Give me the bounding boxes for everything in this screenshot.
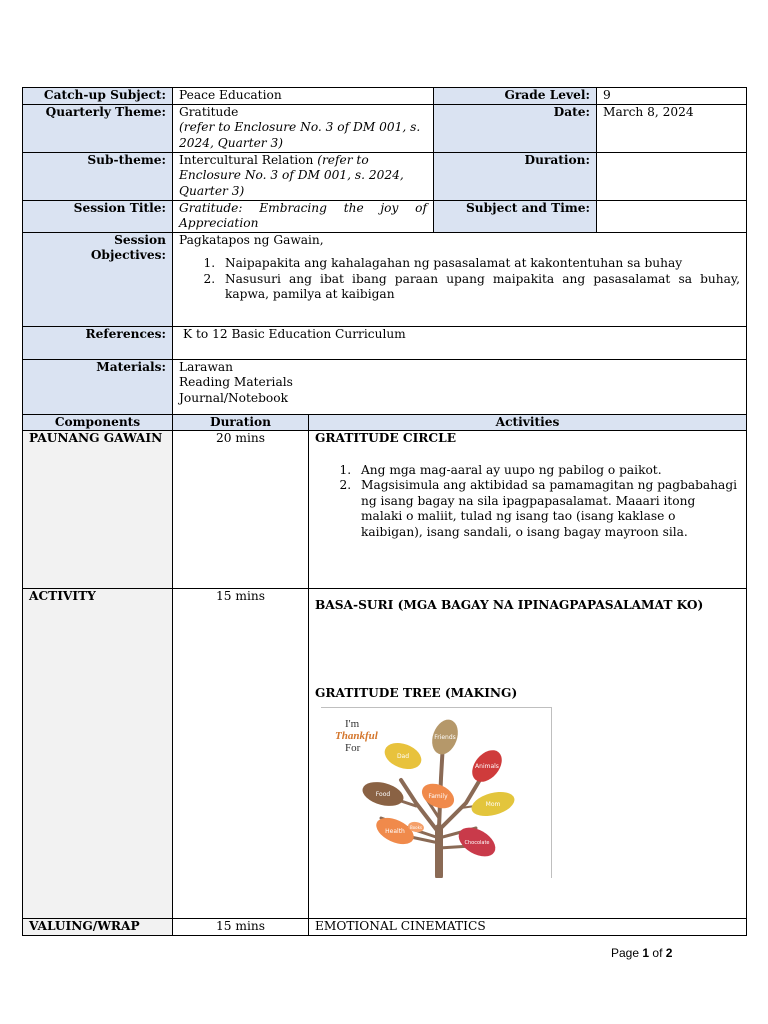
date-value: March 8, 2024 (597, 104, 747, 152)
session-title-label: Session Title: (23, 200, 173, 232)
page-total: 2 (665, 946, 673, 960)
svg-text:Mom: Mom (485, 801, 501, 808)
svg-text:Animals: Animals (475, 763, 499, 770)
page-word: Page (611, 946, 640, 960)
svg-text:Friends: Friends (434, 734, 456, 741)
session-title-value: Gratitude: Embracing the joy of Appreciation (173, 200, 434, 232)
leaf-animals (466, 744, 508, 787)
leaf-health (372, 813, 418, 850)
activity-step: 1. Ang mga mag-aaral ay uupo ng pabilog o paikot. (355, 463, 740, 479)
subject-time-value (597, 200, 747, 232)
leaf-friends (428, 716, 463, 758)
sub-theme-value: Intercultural Relation (179, 152, 314, 167)
quarterly-theme-label: Quarterly Theme: (23, 104, 173, 152)
objectives-label-line2: Objectives: (90, 248, 166, 262)
component-valuing-wrap: VALUING/WRAP (23, 919, 173, 936)
page-current: 1 (642, 946, 650, 960)
page-of-word: of (652, 946, 663, 960)
quarterly-theme-reference: (refer to Enclosure No. 3 of DM 001, s. 2024, Quarter 3) (179, 120, 421, 150)
objective-item: 2. Nasusuri ang ibat ibang paraan upang maipakita ang pasasalamat sa buhay, kapwa, pamilya at kaibigan (219, 272, 740, 303)
activities-header: Activities (309, 414, 747, 431)
svg-text:Health: Health (385, 828, 405, 835)
activity-title-basa-suri: BASA-SURI (MGA BAGAY NA IPINAGPAPASALAMAT KO) (315, 598, 704, 612)
duration-activity: 15 mins (173, 589, 309, 919)
svg-text:Food: Food (375, 791, 391, 798)
objective-item: 1. Naipapakita ang kahalagahan ng pasasalamat at kakontentuhan sa buhay (219, 256, 740, 272)
duration-header: Duration (173, 414, 309, 431)
grade-level-value: 9 (597, 88, 747, 105)
objectives-list (179, 256, 740, 303)
image-caption-for: For (345, 742, 361, 754)
activity-step: 2. Magsisimula ang aktibidad sa pamamagitan ng pagbabahagi ng isang bagay na sila ipagpapasalamat. Maaari itong malaki o maliit, tulad ng isang tao (isang kaklase o kaibigan), isang sandali, o isang bagay mayroon sila. (355, 478, 740, 540)
component-paunang-gawain: PAUNANG GAWAIN (23, 431, 173, 589)
session-objectives-cell (173, 232, 747, 326)
components-header: Components (23, 414, 173, 431)
references-label: References: (23, 326, 173, 359)
gratitude-tree-image (321, 707, 552, 878)
activity-title: GRATITUDE CIRCLE (315, 431, 456, 445)
duration-valuing-wrap: 15 mins (173, 919, 309, 936)
leaf-mom (469, 788, 517, 821)
component-activity: ACTIVITY (23, 589, 173, 919)
material-item: Larawan (179, 359, 233, 374)
duration-value (597, 152, 747, 200)
lesson-plan-table (22, 87, 747, 936)
sub-theme-cell (173, 152, 434, 200)
date-label: Date: (434, 104, 597, 152)
svg-text:Dad: Dad (396, 753, 410, 760)
subject-time-label: Subject and Time: (434, 200, 597, 232)
leaf-food (360, 778, 406, 810)
objectives-intro: Pagkatapos ng Gawain, (179, 232, 324, 247)
quarterly-theme-cell (173, 104, 434, 152)
activity-steps (315, 463, 740, 541)
materials-label: Materials: (23, 359, 173, 414)
references-value: K to 12 Basic Education Curriculum (173, 326, 747, 359)
svg-text:Chocolate: Chocolate (464, 840, 490, 846)
catchup-subject-label: Catch-up Subject: (23, 88, 173, 105)
svg-text:Books: Books (409, 825, 423, 830)
material-item: Reading Materials (179, 375, 293, 389)
quarterly-theme-value: Gratitude (179, 104, 239, 119)
material-item: Journal/Notebook (179, 390, 288, 405)
objectives-label-line1: Session (114, 232, 166, 247)
page-number (611, 946, 672, 960)
activity-gratitude-circle (309, 431, 747, 589)
grade-level-label: Grade Level: (434, 88, 597, 105)
sub-theme-label: Sub-theme: (23, 152, 173, 200)
activity-gratitude-tree (309, 589, 747, 919)
catchup-subject-value: Peace Education (173, 88, 434, 105)
image-caption-im: I'm (345, 718, 360, 730)
leaf-dad (381, 738, 425, 774)
duration-label: Duration: (434, 152, 597, 200)
sub-theme-reference: (refer to Enclosure No. 3 of DM 001, s. 2024, Quarter 3) (179, 152, 404, 198)
session-objectives-label (23, 232, 173, 326)
materials-cell (173, 359, 747, 414)
svg-text:Family: Family (428, 793, 448, 800)
activity-emotional-cinematics: EMOTIONAL CINEMATICS (309, 919, 747, 936)
image-caption-thankful: Thankful (335, 730, 378, 742)
duration-paunang-gawain: 20 mins (173, 431, 309, 589)
activity-title-gratitude-tree: GRATITUDE TREE (MAKING) (315, 685, 518, 700)
